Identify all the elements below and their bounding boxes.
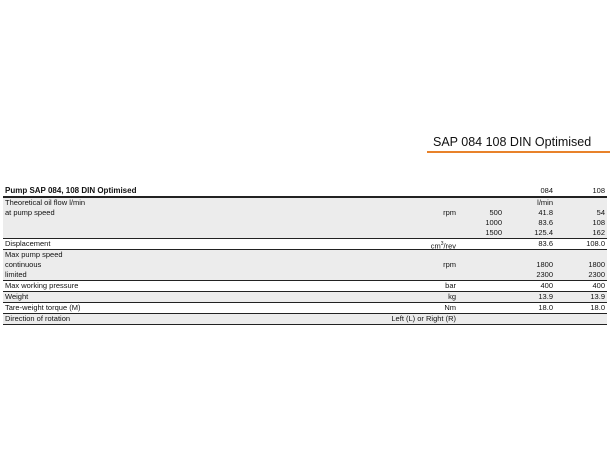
continuous-label: continuous	[5, 260, 42, 269]
displacement-label: Displacement	[5, 239, 51, 248]
flow-label: Theoretical oil flow l/min	[5, 198, 86, 207]
flow-unit: l/min	[537, 198, 553, 207]
table-row-rotation	[3, 314, 607, 325]
weight-108: 13.9	[590, 292, 605, 301]
displacement-108: 108.0	[586, 239, 605, 248]
model-084-header: 084	[540, 186, 553, 195]
table-row-displacement	[3, 239, 607, 250]
rotation-label: Direction of rotation	[5, 314, 71, 323]
table-row-torque	[3, 303, 607, 314]
flow-084: 41.8	[538, 208, 553, 217]
document-title: SAP 084 108 DIN Optimised	[433, 135, 592, 149]
table-header	[3, 186, 607, 198]
flow-108: 162	[592, 228, 605, 237]
flow-sub-label: at pump speed	[5, 208, 55, 217]
limited-084: 2300	[536, 270, 553, 279]
table-row-weight	[3, 292, 607, 303]
speed-value: 1000	[485, 218, 502, 227]
flow-108: 54	[596, 208, 605, 217]
flow-108: 108	[592, 218, 605, 227]
pressure-label: Max working pressure	[5, 281, 79, 290]
table-row-flow	[3, 198, 607, 239]
rotation-value: Left (L) or Right (R)	[391, 314, 456, 323]
table-row-max-speed	[3, 250, 607, 281]
unit-base: cm	[430, 241, 441, 251]
weight-label: Weight	[5, 292, 29, 301]
torque-unit: Nm	[444, 303, 456, 312]
unit-sup: 3	[440, 241, 444, 247]
model-108-header: 108	[592, 186, 605, 195]
torque-108: 18.0	[590, 303, 605, 312]
max-speed-label: Max pump speed	[5, 250, 63, 259]
pressure-108: 400	[592, 281, 605, 290]
continuous-084: 1800	[536, 260, 553, 269]
spec-table	[3, 186, 607, 325]
title-underline	[427, 151, 610, 153]
continuous-108: 1800	[588, 260, 605, 269]
speed-unit: rpm	[443, 208, 456, 217]
torque-label: Tare-weight torque (M)	[5, 303, 81, 312]
flow-084: 83.6	[538, 218, 553, 227]
torque-084: 18.0	[538, 303, 553, 312]
flow-084: 125.4	[534, 228, 553, 237]
limited-108: 2300	[588, 270, 605, 279]
unit-tail: /rev	[443, 241, 456, 251]
weight-unit: kg	[448, 292, 456, 301]
speed-value: 500	[489, 208, 502, 217]
pressure-084: 400	[540, 281, 553, 290]
table-row-pressure	[3, 281, 607, 292]
max-speed-unit: rpm	[443, 260, 456, 269]
pressure-unit: bar	[445, 281, 456, 290]
table-title: Pump SAP 084, 108 DIN Optimised	[5, 186, 137, 195]
weight-084: 13.9	[538, 292, 553, 301]
displacement-084: 83.6	[538, 239, 553, 248]
speed-value: 1500	[485, 228, 502, 237]
limited-label: limited	[5, 270, 27, 279]
